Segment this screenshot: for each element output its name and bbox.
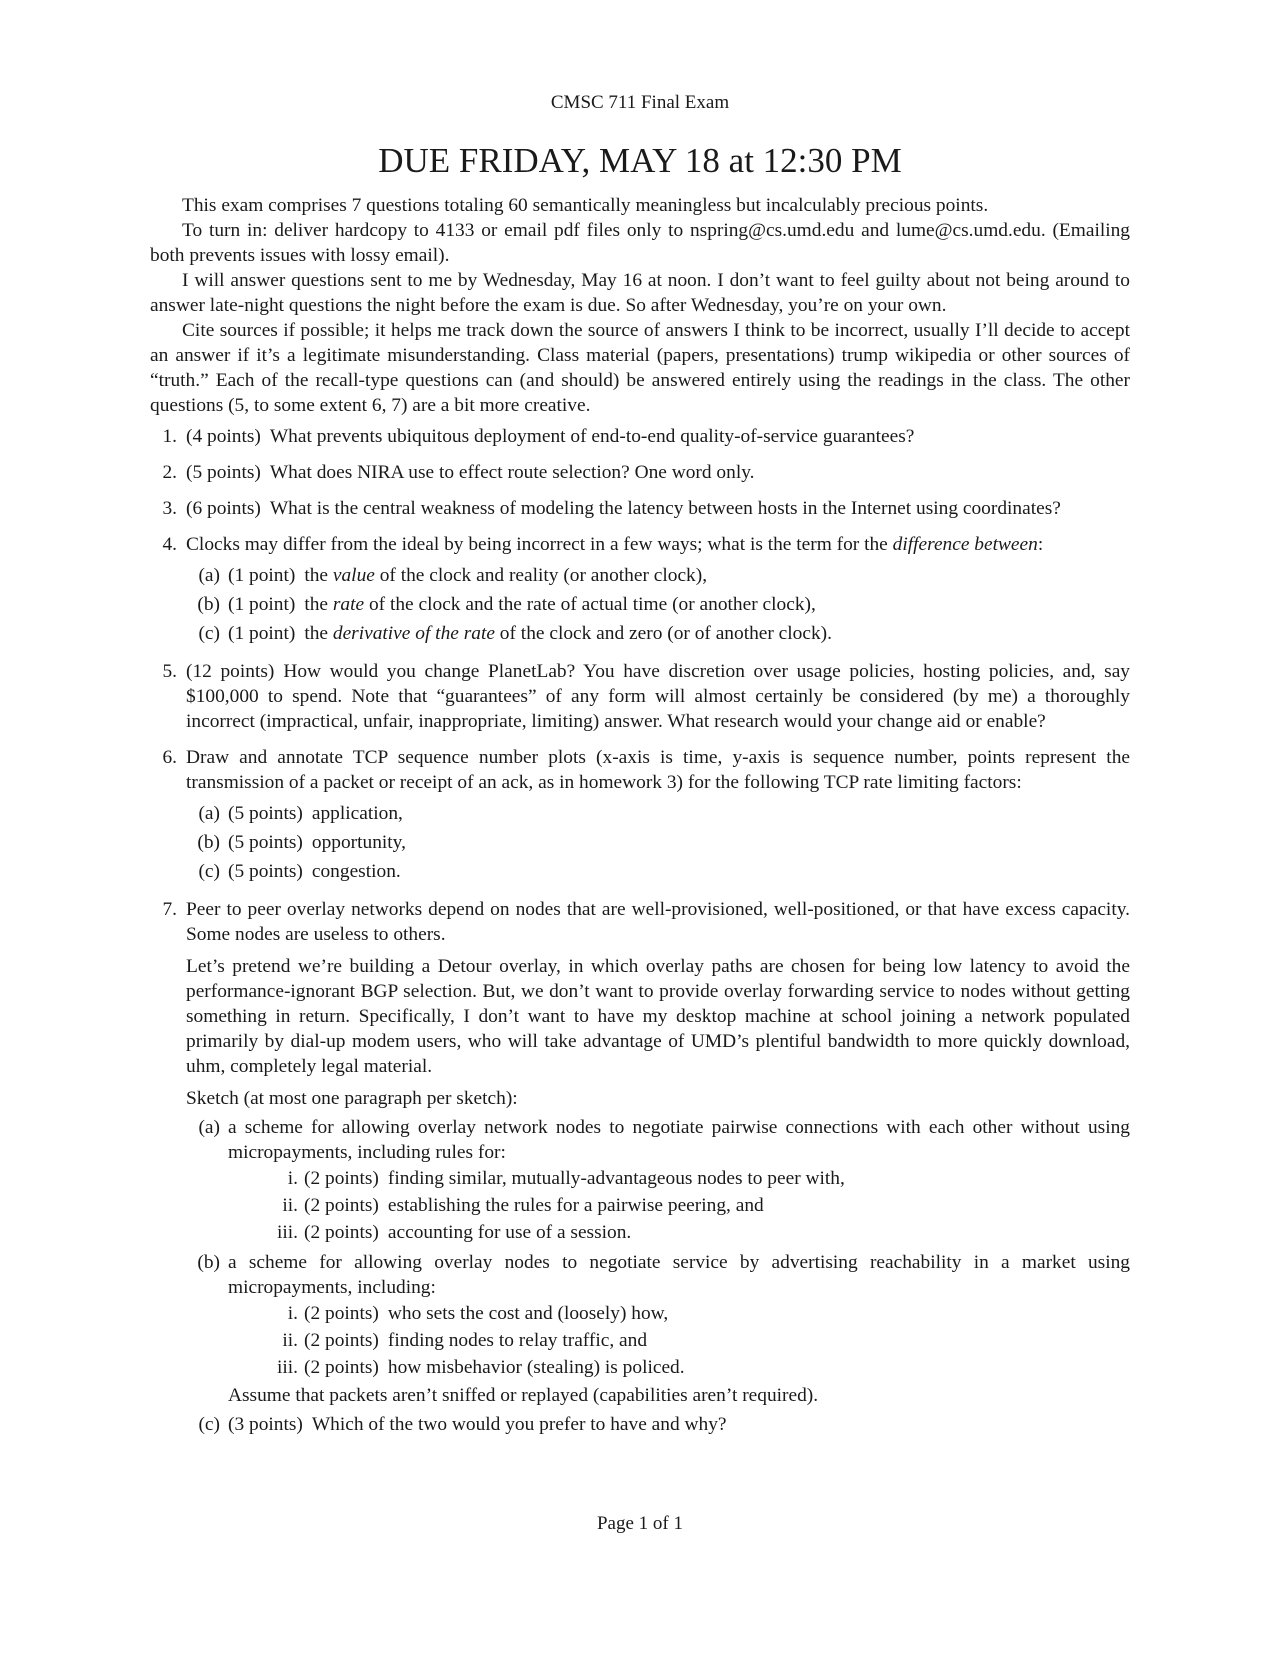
- subquestion-text: a scheme for allowing overlay nodes to negotiate service by advertising reachability in a market using micropayments, including:: [228, 1252, 1130, 1298]
- subquestion-7a: [186, 1115, 1130, 1246]
- question-number: 5.: [162, 661, 177, 682]
- question-text: Draw and annotate TCP sequence number plots (x-axis is time, y-axis is sequence number, points represent the transmission of a packet or receipt of an ack, as in homework 3) for the following TCP rate limiting factors:: [186, 747, 1130, 793]
- subitem-7b-iii: [228, 1354, 1130, 1381]
- subitem-label: i.: [287, 1168, 298, 1189]
- subquestion-4b: [186, 590, 1130, 619]
- exam-body: [150, 193, 1130, 1448]
- subquestion-4a: [186, 561, 1130, 590]
- subquestion-label: (b): [197, 832, 220, 853]
- subitem-points: (2 points): [304, 1303, 379, 1324]
- subitem-7a-ii: [228, 1192, 1130, 1219]
- intro-paragraph: To turn in: deliver hardcopy to 4133 or email pdf files only to nspring@cs.umd.edu and lume@cs.umd.edu. (Emailing both prevents issues with lossy email).: [150, 220, 1130, 266]
- subquestion-label: (a): [198, 803, 220, 824]
- subquestion-text: application,: [311, 803, 403, 824]
- subitem-text: accounting for use of a session.: [387, 1222, 632, 1243]
- question-text: What is the central weakness of modeling the latency between hosts in the Internet using coordinates?: [269, 498, 1061, 519]
- subquestion-emphasis: derivative of the rate: [332, 623, 495, 644]
- question-text: What prevents ubiquitous deployment of end-to-end quality-of-service guarantees?: [269, 426, 915, 447]
- question-number: 3.: [162, 498, 177, 519]
- subquestion-text: of the clock and the rate of actual time (or another clock),: [364, 594, 816, 615]
- subquestion-4c: [186, 619, 1130, 648]
- subquestion-text: of the clock and reality (or another clock),: [374, 565, 708, 586]
- subquestion-text: a scheme for allowing overlay network nodes to negotiate pairwise connections with each other without using micropayments, including rules for:: [228, 1117, 1130, 1163]
- subitem-points: (2 points): [304, 1222, 379, 1243]
- subquestion-6a: [186, 799, 1130, 828]
- subquestion-text: the: [304, 594, 333, 615]
- intro-paragraph: I will answer questions sent to me by Wednesday, May 16 at noon. I don’t want to feel guilty about not being around to answer late-night questions the night before the exam is due. So after Wednesday, you’re on your own.: [150, 270, 1130, 316]
- question-list: [150, 424, 1130, 1437]
- subitem-list: [228, 1165, 1130, 1246]
- subquestion-7b: [186, 1250, 1130, 1408]
- subquestion-label: (c): [198, 861, 220, 882]
- subquestion-text: congestion.: [311, 861, 401, 882]
- subitem-points: (2 points): [304, 1168, 379, 1189]
- subquestion-label: (b): [197, 594, 220, 615]
- subitem-label: iii.: [276, 1222, 298, 1243]
- question-number: 1.: [162, 426, 177, 447]
- subquestion-points: (1 point): [228, 565, 296, 586]
- question-5: [150, 659, 1130, 734]
- question-number: 6.: [162, 747, 177, 768]
- page-number: Page 1 of 1: [596, 1513, 683, 1534]
- question-paragraph: Let’s pretend we’re building a Detour overlay, in which overlay paths are chosen for being low latency to avoid the performance-ignorant BGP selection. But, we don’t want to provide overlay forwarding service to nodes without getting something in return. Specifically, I don’t want to have my desktop machine at school joining a network populated primarily by dial-up modem users, who will take advantage of UMD’s plentiful bandwidth to more quickly download, uhm, completely legal material.: [186, 956, 1130, 1077]
- question-6: [150, 745, 1130, 886]
- subitem-points: (2 points): [304, 1330, 379, 1351]
- subitem-7a-i: [228, 1165, 1130, 1192]
- question-3: [150, 496, 1130, 521]
- subitem-list: [228, 1300, 1130, 1381]
- question-number: 2.: [162, 462, 177, 483]
- running-head: CMSC 711 Final Exam: [550, 92, 730, 113]
- subquestion-text: the: [304, 623, 333, 644]
- subquestion-points: (1 point): [228, 594, 296, 615]
- question-text: How would you change PlanetLab? You have discretion over usage policies, hosting policies, and, say $100,000 to spend. Note that “guarantees” of any form will almost certainly be considered (by me) a thoroughly incorrect (impractical, unfair, inappropriate, limiting) answer. What research would your change aid or enable?: [186, 661, 1130, 732]
- question-number: 4.: [162, 534, 177, 555]
- subitem-text: who sets the cost and (loosely) how,: [387, 1303, 669, 1324]
- page-title: DUE FRIDAY, MAY 18 at 12:30 PM: [378, 141, 902, 180]
- subitem-text: establishing the rules for a pairwise peering, and: [387, 1195, 764, 1216]
- subquestion-text: of the clock and zero (or of another clock).: [494, 623, 832, 644]
- question-text: Clocks may differ from the ideal by being incorrect in a few ways; what is the term for the: [186, 534, 893, 555]
- subquestion-list: [186, 1115, 1130, 1437]
- subquestion-points: (3 points): [228, 1414, 303, 1435]
- question-points: (4 points): [186, 426, 261, 447]
- subquestion-label: (c): [198, 623, 220, 644]
- exam-page: [150, 0, 1130, 1656]
- subitem-label: i.: [287, 1303, 298, 1324]
- question-2: [150, 460, 1130, 485]
- question-points: (6 points): [186, 498, 261, 519]
- intro-paragraph: Cite sources if possible; it helps me track down the source of answers I think to be incorrect, usually I’ll decide to accept an answer if it’s a legitimate misunderstanding. Class material (papers, presentations) trump wikipedia or other sources of “truth.” Each of the recall-type questions can (and should) be answered entirely using the readings in the class. The other questions (5, to some extent 6, 7) are a bit more creative.: [150, 320, 1130, 416]
- subquestion-label: (a): [198, 1117, 220, 1138]
- subitem-7a-iii: [228, 1219, 1130, 1246]
- subitem-7b-ii: [228, 1327, 1130, 1354]
- subquestion-6c: [186, 857, 1130, 886]
- subitem-label: ii.: [282, 1330, 298, 1351]
- intro-paragraph: This exam comprises 7 questions totaling 60 semantically meaningless but incalculably precious points.: [182, 195, 989, 216]
- subquestion-note: Assume that packets aren’t sniffed or replayed (capabilities aren’t required).: [228, 1385, 819, 1406]
- subquestion-text: opportunity,: [311, 832, 406, 853]
- question-points: (5 points): [186, 462, 261, 483]
- subquestion-label: (c): [198, 1414, 220, 1435]
- subitem-points: (2 points): [304, 1357, 379, 1378]
- subitem-points: (2 points): [304, 1195, 379, 1216]
- subquestion-points: (5 points): [228, 832, 303, 853]
- question-4: [150, 532, 1130, 648]
- question-7: [150, 897, 1130, 1437]
- subquestion-emphasis: value: [332, 565, 375, 586]
- subquestion-points: (1 point): [228, 623, 296, 644]
- subitem-text: finding similar, mutually-advantageous nodes to peer with,: [387, 1168, 845, 1189]
- question-text: Peer to peer overlay networks depend on nodes that are well-provisioned, well-positioned, or that have excess capacity. Some nodes are useless to others.: [186, 899, 1130, 945]
- subquestion-label: (a): [198, 565, 220, 586]
- subitem-text: how misbehavior (stealing) is policed.: [387, 1357, 685, 1378]
- subitem-7b-i: [228, 1300, 1130, 1327]
- question-text: What does NIRA use to effect route selection? One word only.: [269, 462, 755, 483]
- subquestion-emphasis: rate: [332, 594, 365, 615]
- subitem-text: finding nodes to relay traffic, and: [387, 1330, 648, 1351]
- question-points: (12 points): [186, 661, 275, 682]
- subquestion-text: the: [304, 565, 333, 586]
- subquestion-6b: [186, 828, 1130, 857]
- subquestion-list: [186, 799, 1130, 886]
- subquestion-points: (5 points): [228, 803, 303, 824]
- subquestion-text: Which of the two would you prefer to have and why?: [311, 1414, 727, 1435]
- subquestion-list: [186, 561, 1130, 648]
- question-1: [150, 424, 1130, 449]
- question-emphasis: difference between: [892, 534, 1038, 555]
- subitem-label: ii.: [282, 1195, 298, 1216]
- subitem-label: iii.: [276, 1357, 298, 1378]
- subquestion-label: (b): [197, 1252, 220, 1273]
- subquestion-points: (5 points): [228, 861, 303, 882]
- question-text-end: :: [1037, 534, 1044, 555]
- subquestion-7c: [186, 1412, 1130, 1437]
- question-number: 7.: [162, 899, 177, 920]
- question-paragraph: Sketch (at most one paragraph per sketch):: [186, 1088, 518, 1109]
